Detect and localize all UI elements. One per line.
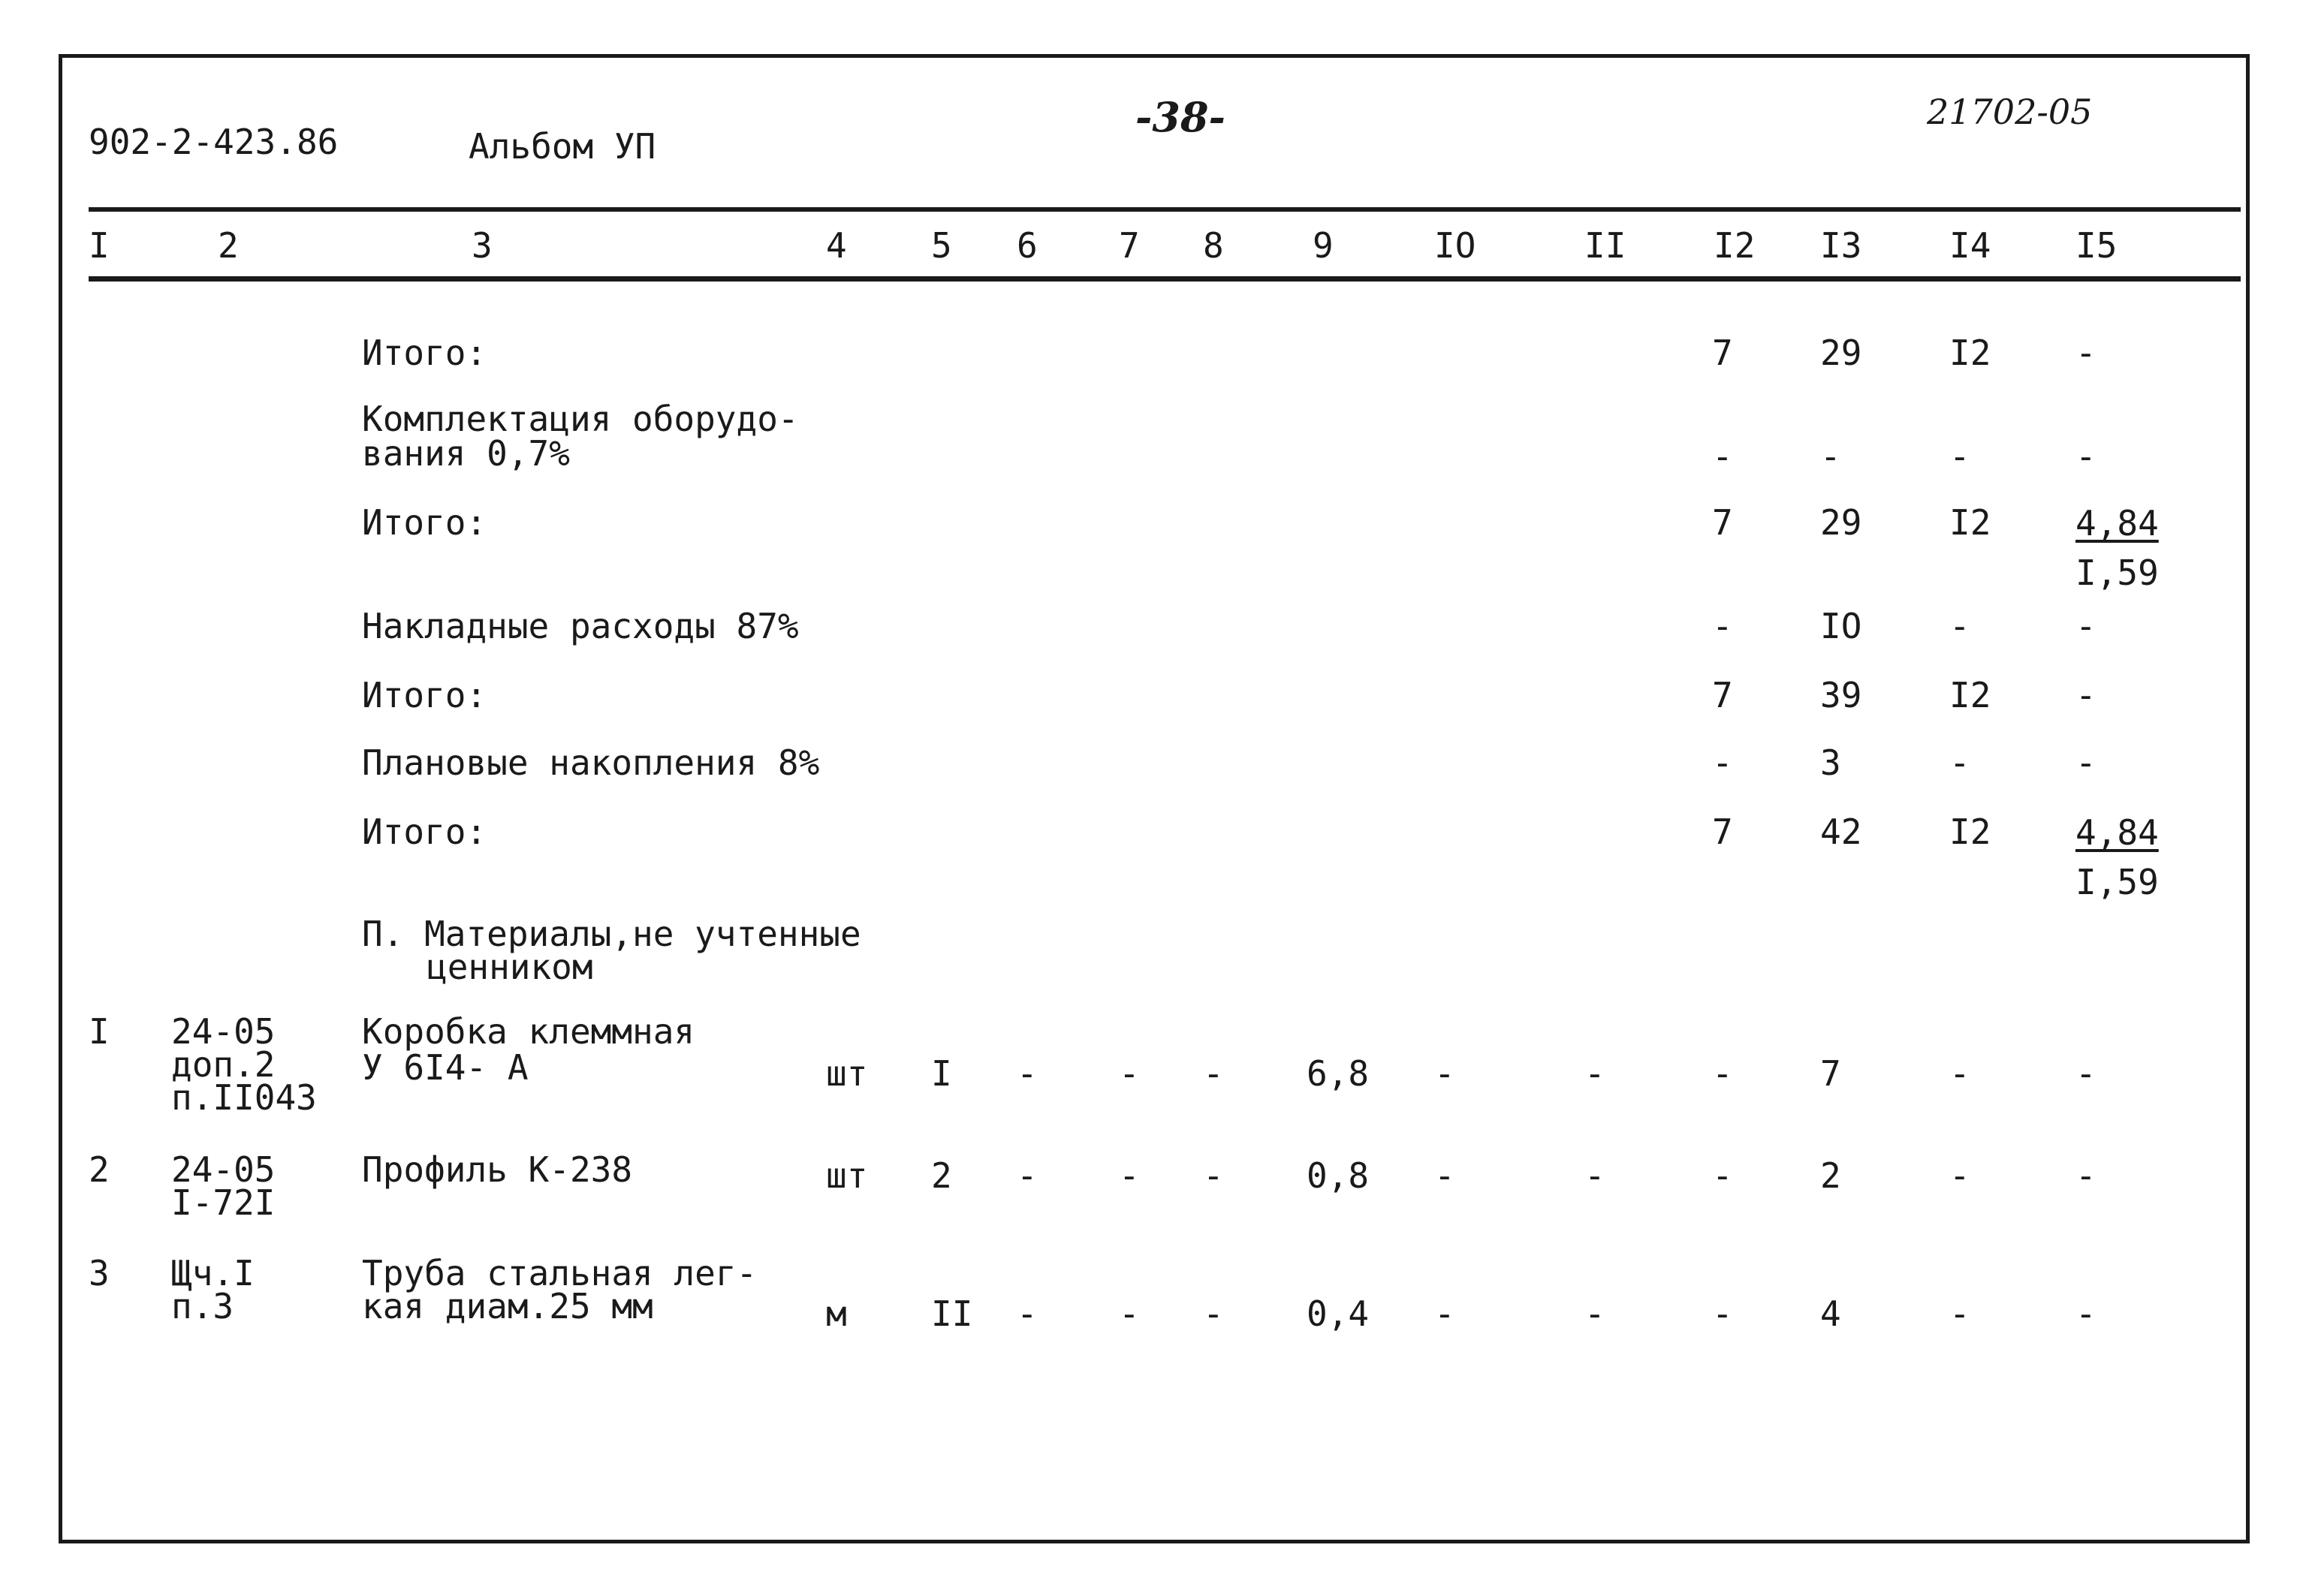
cell-col13: IO [1820, 606, 1862, 646]
col-header-11: II [1584, 225, 1626, 266]
cell-col2-line2: доп.2 [171, 1044, 276, 1085]
cell-col12: - [1712, 436, 1733, 477]
cell-col6: - [1017, 1053, 1038, 1094]
cell-col10: - [1434, 1293, 1455, 1334]
fraction-denominator: I,59 [2075, 553, 2159, 593]
cell-col14: I2 [1949, 675, 1991, 715]
cell-col13: 4 [1820, 1293, 1841, 1334]
cell-col4: шт [826, 1053, 868, 1094]
cell-col15: - [2075, 333, 2097, 373]
cell-col14: I2 [1949, 812, 1991, 852]
cell-col10: - [1434, 1053, 1455, 1094]
code-right: 21702-05 [1927, 92, 2093, 132]
cell-col9: 0,8 [1307, 1155, 1370, 1196]
cell-col1: 2 [89, 1149, 110, 1190]
cell-col15: - [2075, 1293, 2097, 1334]
cell-col15: - [2075, 606, 2097, 646]
col-header-5: 5 [931, 225, 952, 266]
row-label-line2: вания 0,7% [362, 433, 570, 474]
cell-col8: - [1203, 1053, 1224, 1094]
cell-col13: - [1820, 436, 1841, 477]
cell-col10: - [1434, 1155, 1455, 1196]
cell-col12: 7 [1712, 675, 1733, 715]
cell-col2-line2: I-72I [171, 1182, 276, 1223]
cell-col3-line1: Труба стальная лег- [362, 1253, 758, 1293]
cell-col9: 6,8 [1307, 1053, 1370, 1094]
cell-col15: - [2075, 1155, 2097, 1196]
col-header-12: I2 [1714, 225, 1756, 266]
cell-col14: - [1949, 1293, 1970, 1334]
cell-col2-line1: 24-05 [171, 1149, 276, 1190]
cell-col3-line1: Профиль К-238 [362, 1149, 633, 1190]
cell-col12: 7 [1712, 333, 1733, 373]
cell-col9: 0,4 [1307, 1293, 1370, 1334]
cell-col3-line1: Коробка клеммная [362, 1011, 695, 1052]
cell-col13: 29 [1820, 502, 1862, 543]
cell-col13: 2 [1820, 1155, 1841, 1196]
col-header-6: 6 [1017, 225, 1038, 266]
cell-col11: - [1584, 1053, 1605, 1094]
cell-col8: - [1203, 1293, 1224, 1334]
row-label: Плановые накопления 8% [362, 742, 820, 783]
cell-col2-line1: 24-05 [171, 1011, 276, 1052]
header-rule-bottom [89, 276, 2241, 282]
cell-col5: 2 [931, 1155, 952, 1196]
cell-col15: - [2075, 1053, 2097, 1094]
cell-col8: - [1203, 1155, 1224, 1196]
cell-col3-line2: кая диам.25 мм [362, 1286, 653, 1326]
page-number: -38- [1135, 93, 1225, 141]
col-header-8: 8 [1203, 225, 1224, 266]
cell-col14: - [1949, 742, 1970, 783]
cell-col12: 7 [1712, 812, 1733, 852]
cell-col4: м [826, 1293, 847, 1334]
header-rule-top [89, 207, 2241, 212]
cell-col13: 7 [1820, 1053, 1841, 1094]
cell-col12: 7 [1712, 502, 1733, 543]
col-header-4: 4 [826, 225, 847, 266]
row-label: Накладные расходы 87% [362, 606, 799, 646]
cell-col7: - [1119, 1053, 1140, 1094]
cell-col4: шт [826, 1155, 868, 1196]
cell-col1: 3 [89, 1253, 110, 1293]
cell-col14: - [1949, 1155, 1970, 1196]
cell-col14: I2 [1949, 502, 1991, 543]
cell-col6: - [1017, 1293, 1038, 1334]
section-heading-line2: ценником [427, 947, 593, 987]
album-label: Альбом УП [469, 126, 656, 167]
cell-col12: - [1712, 1293, 1733, 1334]
cell-col14: - [1949, 1053, 1970, 1094]
cell-col7: - [1119, 1293, 1140, 1334]
cell-col15: - [2075, 436, 2097, 477]
row-label-line1: Комплектация оборудо- [362, 399, 799, 439]
col-header-7: 7 [1119, 225, 1140, 266]
cell-col3-line2: У 6I4- А [362, 1047, 529, 1088]
doc-code: 902-2-423.86 [89, 122, 339, 162]
cell-col12: - [1712, 1155, 1733, 1196]
cell-col2-line3: п.II043 [171, 1077, 317, 1118]
col-header-2: 2 [218, 225, 239, 266]
cell-col14: - [1949, 606, 1970, 646]
cell-col12: - [1712, 606, 1733, 646]
cell-col12: - [1712, 742, 1733, 783]
cell-col14: - [1949, 436, 1970, 477]
col-header-3: 3 [472, 225, 493, 266]
fraction-numerator: 4,84 [2075, 503, 2159, 544]
fraction-denominator: I,59 [2075, 862, 2159, 902]
cell-col13: 42 [1820, 812, 1862, 852]
col-header-15: I5 [2075, 225, 2118, 266]
fraction-numerator: 4,84 [2075, 812, 2159, 853]
cell-col13: 29 [1820, 333, 1862, 373]
col-header-13: I3 [1820, 225, 1862, 266]
cell-col5: II [931, 1293, 973, 1334]
col-header-9: 9 [1313, 225, 1334, 266]
cell-col7: - [1119, 1155, 1140, 1196]
cell-col5: I [931, 1053, 952, 1094]
col-header-14: I4 [1949, 225, 1991, 266]
row-label: Итого: [362, 502, 487, 543]
cell-col1: I [89, 1011, 110, 1052]
section-heading-line1: П. Материалы,не учтенные [362, 914, 861, 954]
cell-col15-fraction [2075, 808, 2159, 907]
cell-col13: 39 [1820, 675, 1862, 715]
col-header-1: I [89, 225, 110, 266]
cell-col13: 3 [1820, 742, 1841, 783]
cell-col12: - [1712, 1053, 1733, 1094]
cell-col2-line1: Щч.I [171, 1253, 255, 1293]
cell-col15-fraction [2075, 498, 2159, 598]
col-header-10: IO [1434, 225, 1476, 266]
row-label: Итого: [362, 812, 487, 852]
cell-col2-line2: п.3 [171, 1286, 234, 1326]
cell-col11: - [1584, 1155, 1605, 1196]
row-label: Итого: [362, 333, 487, 373]
cell-col15: - [2075, 742, 2097, 783]
cell-col15: - [2075, 675, 2097, 715]
cell-col14: I2 [1949, 333, 1991, 373]
row-label: Итого: [362, 675, 487, 715]
cell-col6: - [1017, 1155, 1038, 1196]
cell-col11: - [1584, 1293, 1605, 1334]
